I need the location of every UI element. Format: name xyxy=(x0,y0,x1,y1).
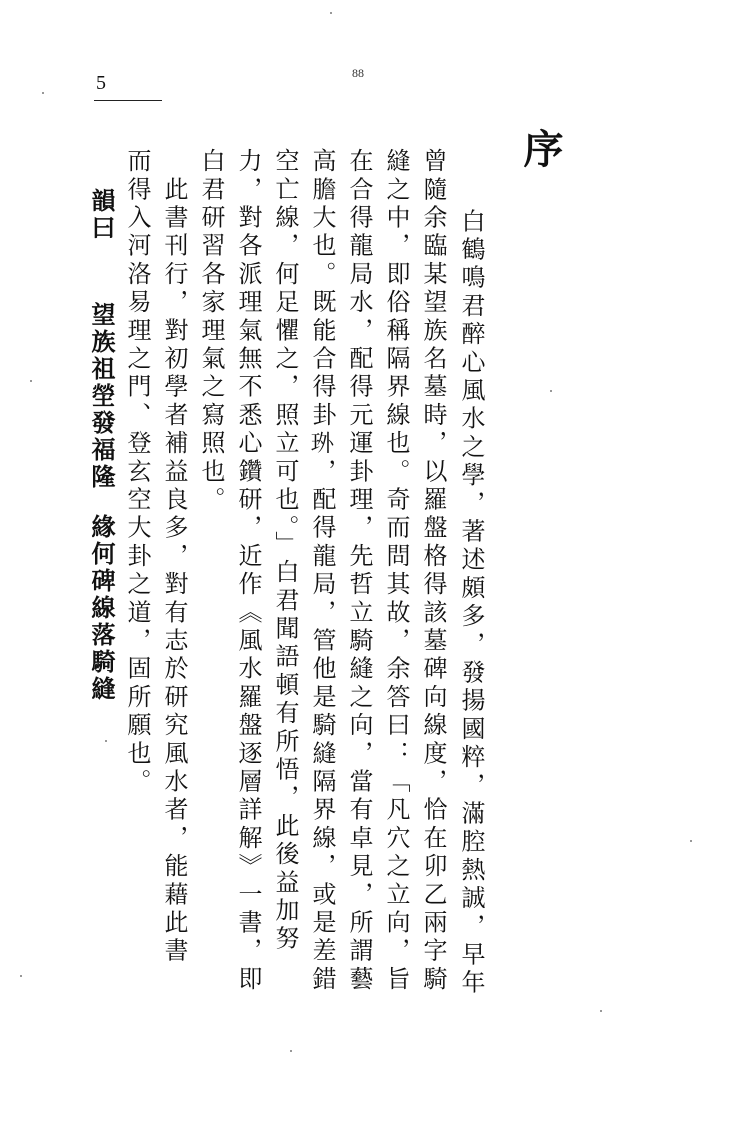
verse-line-1: 望族祖塋發福隆 xyxy=(87,302,115,491)
scan-speck xyxy=(30,380,32,382)
text-column: 空亡線，何足懼之，照立可也。」白君聞語頓有所悟，此後益加努 xyxy=(271,148,299,954)
scan-speck xyxy=(290,1050,292,1052)
scan-speck xyxy=(20,975,22,977)
text-column: 白君研習各家理氣之寫照也。 xyxy=(197,148,225,515)
scan-speck xyxy=(330,12,332,14)
scan-speck xyxy=(550,390,552,392)
scan-speck xyxy=(690,840,692,842)
verse-line-2: 緣何碑線落騎縫 xyxy=(87,514,115,703)
preface-title: 序 xyxy=(517,128,564,173)
text-column: 曾隨余臨某望族名墓時，以羅盤格得該墓碑向線度，恰在卯乙兩字騎 xyxy=(419,148,447,994)
page-number-rule xyxy=(94,100,162,101)
scan-speck xyxy=(600,1010,602,1012)
page-number: 5 xyxy=(96,72,106,94)
header-number: 88 xyxy=(352,66,364,80)
scan-speck xyxy=(42,92,44,94)
text-column: 力，對各派理氣無不悉心鑽研，近作《風水羅盤逐層詳解》一書，即 xyxy=(234,148,262,994)
scan-speck xyxy=(105,740,107,742)
text-column: 在合得龍局水，配得元運卦理，先哲立騎縫之向，當有卓見，所謂藝 xyxy=(345,148,373,994)
text-column: 白鶴鳴君醉心風水之學，著述頗多，發揚國粹，滿腔熱誠，早年 xyxy=(457,180,485,998)
text-column: 此書刊行，對初學者補益良多，對有志於研究風水者，能藉此書 xyxy=(160,148,188,966)
verse-label: 韻曰 xyxy=(87,188,115,242)
text-column: 而得入河洛易理之門、登玄空大卦之道，固所願也。 xyxy=(123,148,151,797)
text-column: 縫之中，即俗稱隔界線也。奇而問其故，余答曰：「凡穴之立向，旨 xyxy=(382,148,410,994)
text-column: 高膽大也。既能合得卦𤤫，配得龍局，管他是騎縫隔界線，或是差錯 xyxy=(308,148,336,994)
